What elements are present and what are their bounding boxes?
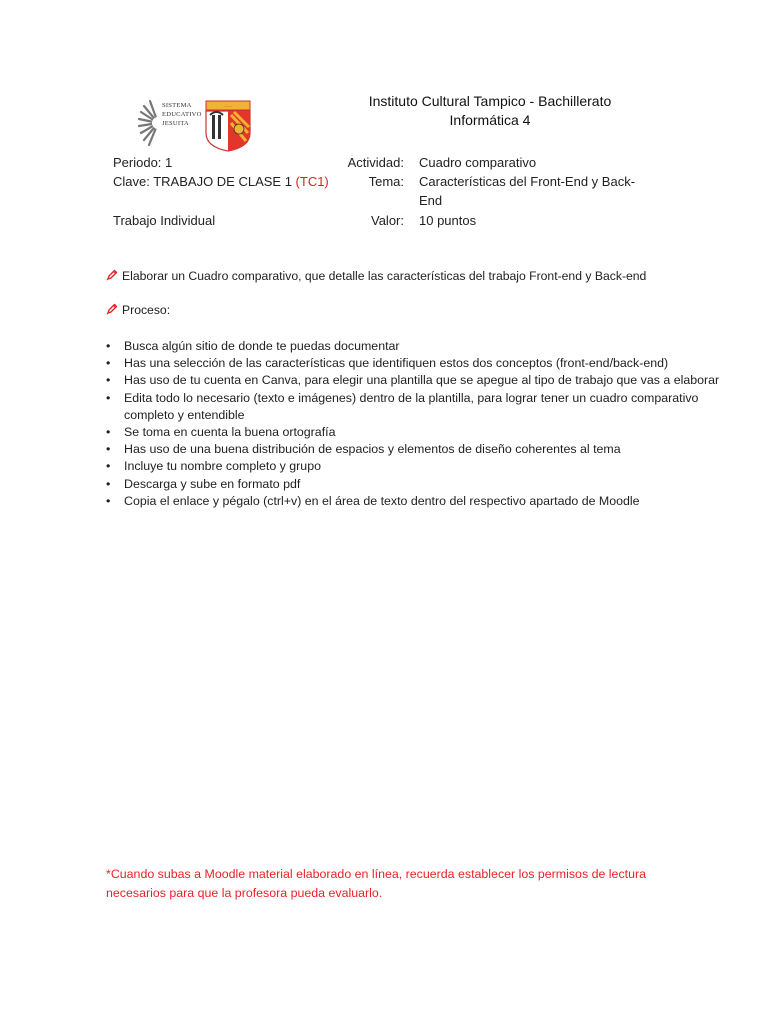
sej-line: EDUCATIVO — [162, 111, 202, 118]
step-text: Se toma en cuenta la buena ortografía — [124, 425, 336, 440]
bullet: • — [106, 390, 111, 405]
list-item — [104, 476, 724, 493]
course-title: Informática 4 — [449, 112, 531, 128]
list-item — [104, 338, 724, 355]
list-item — [104, 372, 724, 389]
list-item — [104, 493, 724, 510]
document-header — [340, 92, 640, 130]
school-crest-logo — [204, 99, 252, 153]
list-item — [104, 355, 724, 372]
actividad-label: Actividad: — [347, 155, 404, 170]
svg-text:·····: ····· — [223, 104, 233, 110]
permissions-note: *Cuando subas a Moodle material elaborado en línea, recuerda establecer los permisos de lectura necesarios para que la profesora pueda evaluarlo. — [106, 867, 646, 900]
tema-label: Tema: — [368, 174, 404, 189]
bullet: • — [106, 425, 111, 440]
list-item — [104, 390, 724, 424]
step-text: Incluye tu nombre completo y grupo — [124, 459, 321, 474]
objective-text: Elaborar un Cuadro comparativo, que detalle las características del trabajo Front-end y Back-end — [122, 269, 647, 283]
sej-logo — [138, 98, 204, 150]
step-text: Has una selección de las características que identifiquen estos dos conceptos (front-end/back-end) — [124, 356, 669, 371]
modalidad-text: Trabajo Individual — [113, 213, 216, 228]
step-text: Edita todo lo necesario (texto e imágenes) dentro de la plantilla, para lograr tener un cuadro comparativo completo y entendible — [124, 390, 699, 422]
clave-code: (TC1) — [295, 174, 329, 189]
step-text: Busca algún sitio de donde te puedas documentar — [124, 339, 400, 353]
list-item — [104, 458, 724, 475]
process-label: Proceso: — [122, 303, 171, 317]
clave-prefix: Clave: TRABAJO DE CLASE 1 — [113, 174, 296, 189]
list-item — [104, 441, 724, 458]
valor-label: Valor: — [371, 213, 404, 228]
list-item — [104, 424, 724, 441]
step-text: Has uso de una buena distribución de espacios y elementos de diseño coherentes al tema — [124, 442, 621, 457]
step-text: Has uso de tu cuenta en Canva, para elegir una plantilla que se apegue al tipo de trabajo que vas a elaborar — [124, 373, 720, 388]
process-steps-list — [104, 338, 724, 510]
sej-line: JESUITA — [162, 120, 189, 127]
tema-value: Características del Front-End y Back-End — [419, 174, 636, 208]
bullet: • — [106, 493, 111, 508]
bullet: • — [106, 339, 111, 353]
sun-rays-icon — [138, 98, 164, 148]
clave-text — [113, 172, 329, 191]
bullet: • — [106, 373, 111, 388]
actividad-value: Cuadro comparativo — [419, 155, 537, 170]
sej-logo-text — [162, 101, 202, 128]
pencil-icon — [106, 269, 118, 281]
bullet: • — [106, 442, 111, 457]
pencil-icon — [106, 303, 118, 315]
step-text: Descarga y sube en formato pdf — [124, 476, 301, 491]
valor-value: 10 puntos — [419, 213, 477, 228]
step-text: Copia el enlace y pégalo (ctrl+v) en el área de texto dentro del respectivo apartado de Moodle — [124, 493, 640, 508]
bullet: • — [106, 476, 111, 491]
bullet: • — [106, 356, 111, 371]
bullet: • — [106, 459, 111, 474]
sej-line: SISTEMA — [162, 102, 192, 109]
process-heading — [106, 301, 170, 319]
institution-title: Instituto Cultural Tampico - Bachillerato — [368, 93, 612, 109]
objective-line — [106, 267, 646, 285]
periodo-text: Periodo: 1 — [113, 155, 173, 170]
